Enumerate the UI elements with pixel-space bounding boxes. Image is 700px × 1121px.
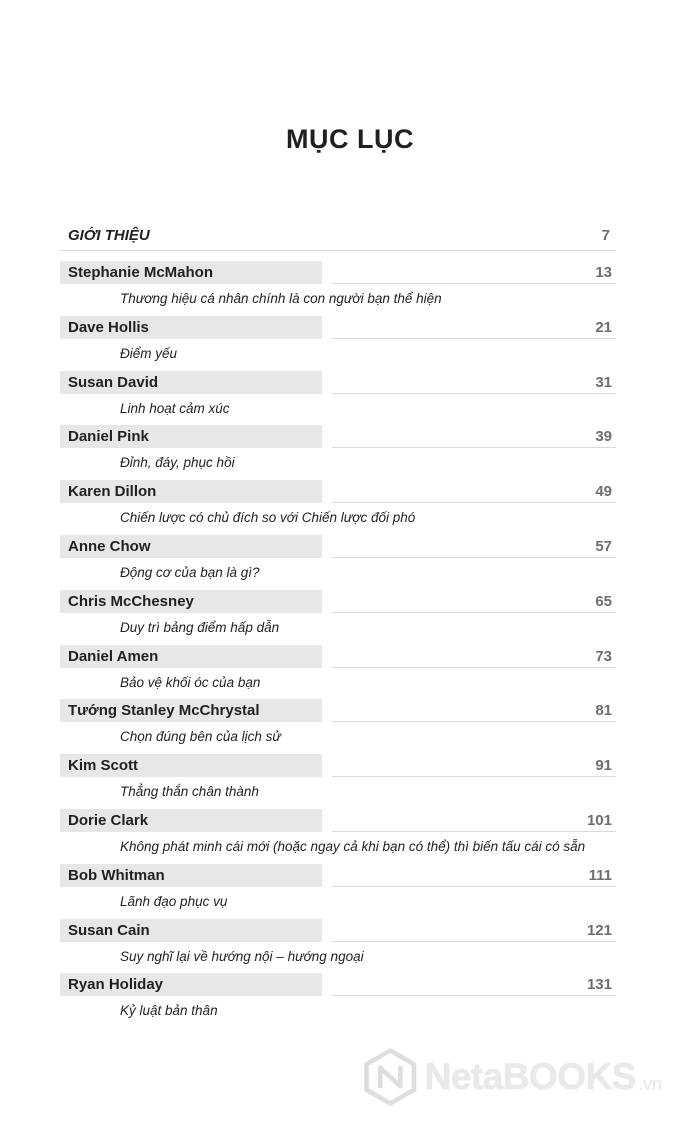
page-number: 57 bbox=[595, 537, 612, 555]
author-bar bbox=[60, 261, 322, 284]
author-bar bbox=[60, 371, 322, 394]
author-bar bbox=[60, 919, 322, 942]
toc-entry bbox=[60, 316, 616, 371]
leader-line bbox=[332, 612, 616, 613]
author-bar bbox=[60, 645, 322, 668]
leader-line bbox=[332, 283, 616, 284]
author-name: Bob Whitman bbox=[68, 866, 165, 884]
chapter-subtitle: Đỉnh, đáy, phục hồi bbox=[120, 455, 235, 471]
leader-line bbox=[332, 557, 616, 558]
toc-entry bbox=[60, 371, 616, 426]
author-name: Daniel Pink bbox=[68, 428, 149, 446]
watermark-brand: NetaBOOKS bbox=[424, 1056, 636, 1097]
leader-line bbox=[332, 886, 616, 887]
page-number: 121 bbox=[586, 921, 612, 939]
author-name: Chris McChesney bbox=[68, 592, 194, 610]
toc-entry bbox=[60, 645, 616, 700]
chapter-subtitle: Lãnh đạo phục vụ bbox=[120, 893, 228, 909]
leader-line bbox=[332, 721, 616, 722]
intro-page-number: 7 bbox=[601, 227, 610, 244]
author-name: Karen Dillon bbox=[68, 483, 157, 501]
toc-entry bbox=[60, 590, 616, 645]
leader-line bbox=[332, 667, 616, 668]
chapter-subtitle: Chọn đúng bên của lịch sử bbox=[120, 729, 281, 745]
chapter-subtitle: Duy trì bảng điểm hấp dẫn bbox=[120, 619, 280, 635]
toc-entry bbox=[60, 535, 616, 590]
toc-entry bbox=[60, 754, 616, 809]
chapter-subtitle: Kỷ luật bản thân bbox=[120, 1003, 218, 1019]
leader-line bbox=[332, 502, 616, 503]
author-bar bbox=[60, 809, 322, 832]
page-number: 21 bbox=[595, 318, 612, 336]
leader-line bbox=[332, 447, 616, 448]
author-name: Dorie Clark bbox=[68, 811, 149, 829]
chapter-subtitle: Linh hoạt cảm xúc bbox=[120, 400, 230, 416]
page-number: 13 bbox=[595, 264, 612, 281]
toc-entry bbox=[60, 425, 616, 480]
author-name: Ryan Holiday bbox=[68, 976, 164, 994]
page-number: 101 bbox=[586, 811, 612, 829]
page-number: 31 bbox=[595, 373, 612, 391]
author-name: Susan Cain bbox=[68, 921, 150, 939]
page-number: 49 bbox=[595, 483, 612, 501]
author-bar bbox=[60, 973, 322, 996]
leader-line bbox=[332, 393, 616, 394]
page-number: 81 bbox=[595, 702, 612, 720]
page-number: 91 bbox=[595, 757, 612, 775]
author-name: Stephanie McMahon bbox=[68, 264, 214, 281]
page-number: 111 bbox=[588, 866, 612, 884]
chapter-subtitle: Chiến lược có chủ đích so với Chiến lược đối phó bbox=[120, 510, 416, 526]
page-number: 39 bbox=[595, 428, 612, 446]
page-number: 131 bbox=[586, 976, 612, 994]
author-bar bbox=[60, 425, 322, 448]
chapter-subtitle: Thương hiệu cá nhân chính là con người bạn thể hiện bbox=[120, 291, 442, 306]
chapter-subtitle: Điểm yếu bbox=[120, 345, 178, 361]
author-bar bbox=[60, 754, 322, 777]
watermark bbox=[362, 1045, 662, 1109]
page-number: 65 bbox=[595, 592, 612, 610]
author-bar bbox=[60, 699, 322, 722]
author-name: Dave Hollis bbox=[68, 318, 149, 336]
leader-line bbox=[332, 776, 616, 777]
page-title: MỤC LỤC bbox=[286, 124, 414, 154]
chapter-subtitle: Thẳng thắn chân thành bbox=[120, 784, 259, 800]
toc-entry-intro bbox=[60, 224, 616, 251]
toc-entry bbox=[60, 973, 616, 1028]
netabooks-logo-icon bbox=[362, 1045, 419, 1109]
author-bar bbox=[60, 535, 322, 558]
toc-entry bbox=[60, 480, 616, 535]
toc-entry bbox=[60, 699, 616, 754]
author-name: Anne Chow bbox=[68, 537, 151, 555]
author-bar bbox=[60, 864, 322, 887]
author-bar bbox=[60, 316, 322, 339]
watermark-tld: .vn bbox=[637, 1073, 662, 1094]
chapter-subtitle: Động cơ của bạn là gì? bbox=[120, 564, 260, 580]
chapter-subtitle: Suy nghĩ lại về hướng nội – hướng ngoại bbox=[120, 948, 364, 964]
toc-entry bbox=[60, 261, 616, 316]
leader-line bbox=[332, 831, 616, 832]
author-name: Tướng Stanley McChrystal bbox=[68, 702, 260, 720]
toc-entry bbox=[60, 864, 616, 919]
leader-line bbox=[332, 338, 616, 339]
leader-line bbox=[332, 995, 616, 996]
author-bar bbox=[60, 590, 322, 613]
chapter-subtitle: Bảo vệ khối óc của bạn bbox=[120, 674, 261, 690]
page-number: 73 bbox=[595, 647, 612, 665]
intro-label: GIỚI THIỆU bbox=[68, 227, 150, 244]
toc-entry bbox=[60, 809, 616, 864]
chapter-subtitle: Không phát minh cái mới (hoặc ngay cả khi bạn có thể) thì biến tấu cái có sẵn bbox=[120, 838, 586, 854]
table-of-contents bbox=[60, 261, 616, 1028]
leader-line bbox=[332, 941, 616, 942]
author-name: Susan David bbox=[68, 373, 159, 391]
toc-entry bbox=[60, 919, 616, 974]
author-name: Kim Scott bbox=[68, 757, 139, 775]
author-bar bbox=[60, 480, 322, 503]
author-name: Daniel Amen bbox=[68, 647, 159, 665]
